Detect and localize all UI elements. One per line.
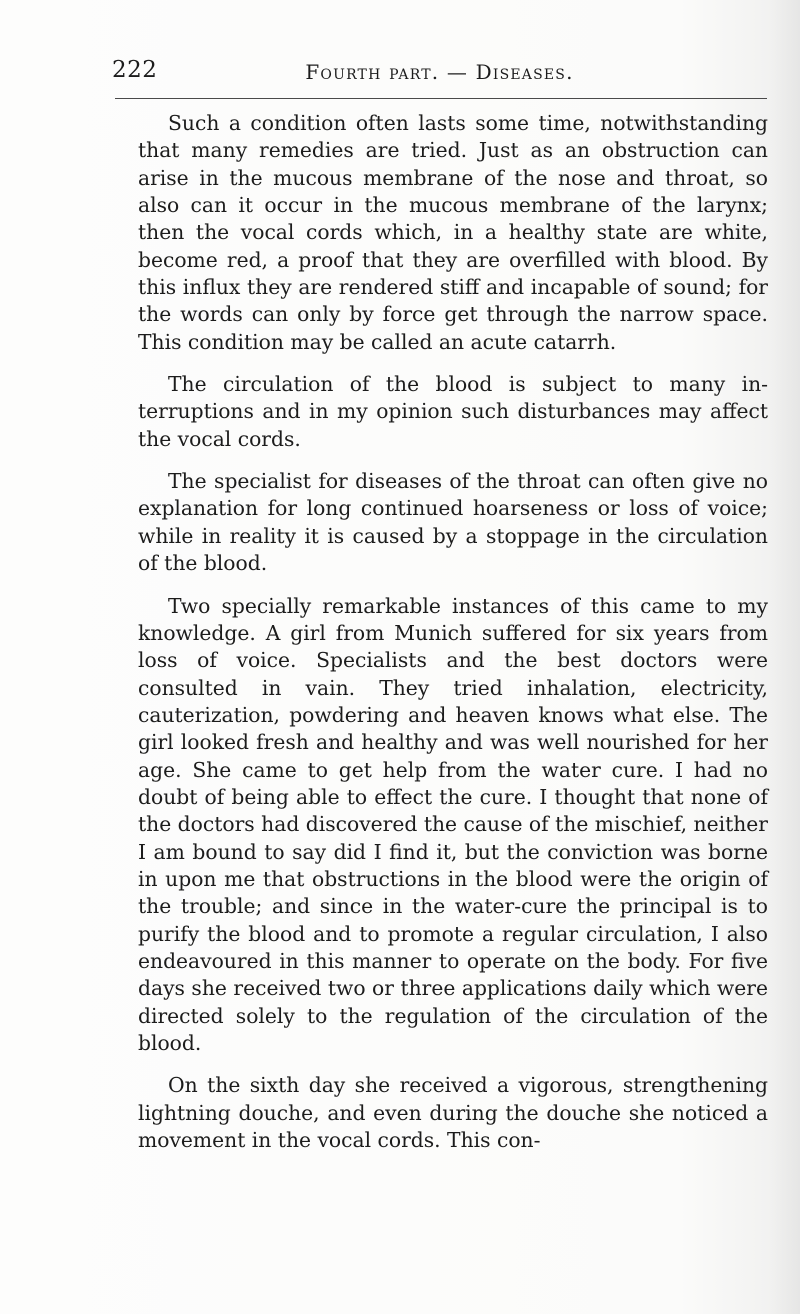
page-number: 222	[112, 57, 158, 83]
body-text	[138, 110, 768, 1154]
paragraph-munich-girl: Two specially remarkable instances of this came to my knowledge. A girl from Munich suffered for six years from loss of voice. Specialists and the best doctors were consulted in vain. They tried inhalation, electricity, cauterization, powdering and heaven knows what else. The girl looked fresh and healthy and was well nourished for her age. She came to get help from the water cure. I had no doubt of being able to effect the cure. I thought that none of the doctors had discovered the cause of the mischief, neither I am bound to say did I find it, but the conviction was borne in upon me that obstructions in the blood were the origin of the trouble; and since in the water-cure the principal is to purify the blood and to promote a regular circulation, I also endeavoured in this manner to operate on the body. For five days she received two or three applications daily which were directed solely to the regulation of the circulation of the blood.	[138, 593, 768, 1055]
page-header	[112, 57, 767, 97]
header-rule	[115, 98, 767, 99]
paragraph-specialist: The specialist for diseases of the throat can often give no explanation for long continued hoarseness or loss of voice; while in reality it is caused by a stoppage in the circulation of the blood.	[138, 469, 768, 576]
paragraph-acute-catarrh: Such a condition often lasts some time, notwithstanding that many remedies are tried. Just as an obstruction can arise in the mucous membrane of the nose and throat, so also can it occur in the mucous membrane of the larynx; then the vocal cords which, in a healthy state are white, become red, a proof that they are overfilled with blood. By this influx they are rendered stiff and incapable of sound; for the words can only by force get through the narrow space. This condition may be called an acute catarrh.	[138, 111, 768, 354]
paragraph-sixth-day: On the sixth day she received a vigorous, strengthening lightning douche, and even during the douche she noticed a movement in the vocal cords. This con-	[138, 1073, 768, 1153]
running-head: Fourth part. — Diseases.	[305, 60, 574, 84]
paragraph-circulation: The circulation of the blood is subject to many interruptions and in my opinion such disturbances may affect the vocal cords.	[138, 372, 768, 451]
